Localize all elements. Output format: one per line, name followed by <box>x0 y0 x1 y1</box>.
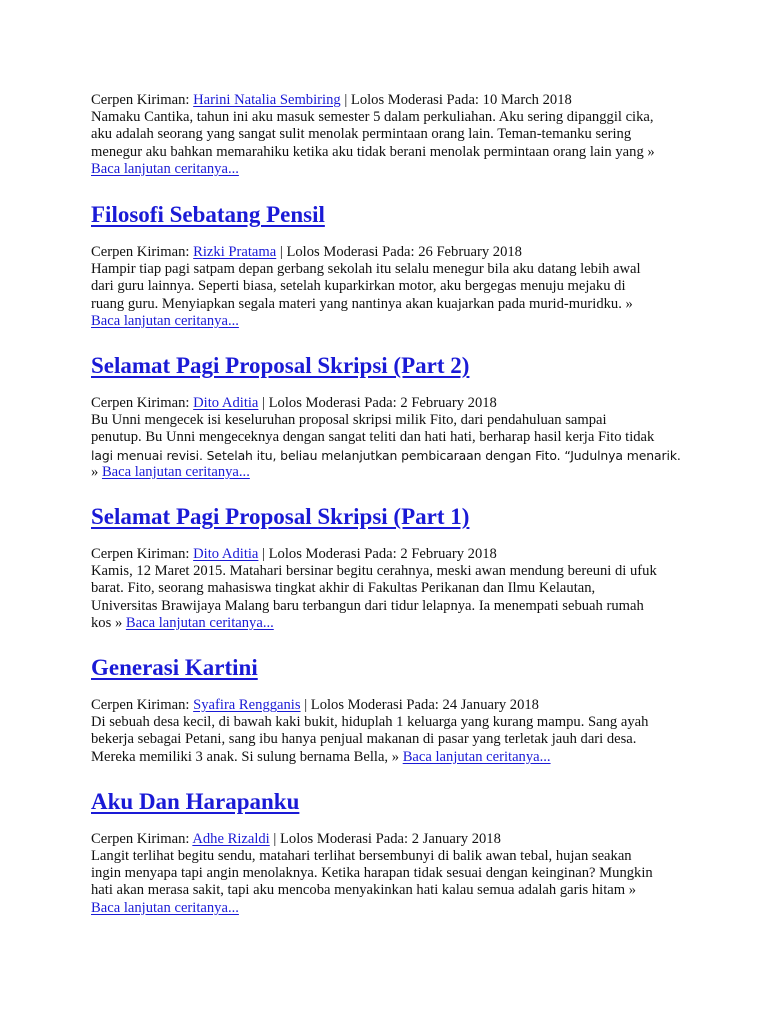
story-meta <box>91 831 691 848</box>
story-entry <box>91 351 691 481</box>
meta-prefix: Cerpen Kiriman: <box>91 395 190 412</box>
read-more-line <box>91 464 691 481</box>
arrow-glyph: » <box>628 882 637 899</box>
story-meta <box>91 92 691 109</box>
excerpt-line: aku adalah seorang yang sangat sulit menolak permintaan orang lain. Teman-temanku sering <box>91 126 632 143</box>
excerpt-line: Di sebuah desa kecil, di bawah kaki bukit, hiduplah 1 keluarga yang kurang mampu. Sang ayah <box>91 714 649 731</box>
meta-prefix: Cerpen Kiriman: <box>91 92 190 108</box>
excerpt-line: lagi menuai revisi. Setelah itu, beliau melanjutkan pembicaraan dengan Fito. “Judulnya menarik. <box>91 447 681 463</box>
story-entry <box>91 92 691 178</box>
story-entry <box>91 502 691 632</box>
author-link[interactable]: Dito Aditia <box>193 546 259 563</box>
excerpt-line: Hampir tiap pagi satpam depan gerbang sekolah itu selalu menegur bila aku datang lebih awal <box>91 261 641 278</box>
story-meta <box>91 395 691 412</box>
excerpt-line: barat. Fito, seorang mahasiswa tingkat akhir di Fakultas Perikanan dan Ilmu Kelautan, <box>91 580 596 597</box>
meta-separator: | Lolos Moderasi Pada: <box>344 92 479 108</box>
author-link[interactable]: Adhe Rizaldi <box>192 830 270 847</box>
read-more-link[interactable]: Baca lanjutan ceritanya... <box>91 899 239 916</box>
read-more-link[interactable]: Baca lanjutan ceritanya... <box>91 160 239 177</box>
author-link[interactable]: Dito Aditia <box>193 395 259 412</box>
read-more-line <box>91 313 691 330</box>
read-more-link[interactable]: Baca lanjutan ceritanya... <box>402 748 551 765</box>
story-date: 2 January 2018 <box>411 830 501 847</box>
story-entry <box>91 200 691 330</box>
meta-separator: | Lolos Moderasi Pada: <box>279 244 415 261</box>
meta-prefix: Cerpen Kiriman: <box>91 697 190 714</box>
story-meta <box>91 546 691 563</box>
meta-prefix: Cerpen Kiriman: <box>91 244 190 261</box>
excerpt-line: hati akan merasa sakit, tapi aku mencoba menyakinkan hati kalau semua adalah garis hitam » <box>91 882 637 899</box>
excerpt-line: Namaku Cantika, tahun ini aku masuk semester 5 dalam perkuliahan. Aku sering dipanggil cika, <box>91 109 654 126</box>
author-link[interactable]: Syafira Rengganis <box>193 697 301 714</box>
meta-separator: | Lolos Moderasi Pada: <box>262 546 397 563</box>
story-list <box>91 92 691 917</box>
read-more-link[interactable]: Baca lanjutan ceritanya... <box>125 614 274 631</box>
story-entry <box>91 653 691 766</box>
arrow-glyph: » <box>91 463 99 480</box>
read-more-link[interactable]: Baca lanjutan ceritanya... <box>101 463 250 480</box>
arrow-glyph: » <box>625 295 633 312</box>
story-date: 2 February 2018 <box>400 395 497 412</box>
read-more-line <box>91 900 691 917</box>
story-entry <box>91 787 691 917</box>
excerpt-line: Mereka memiliki 3 anak. Si sulung bernama Bella, » Baca lanjutan ceritanya... <box>91 748 551 765</box>
excerpt-line: Bu Unni mengecek isi keseluruhan proposal skripsi milik Fito, dari pendahuluan sampai <box>91 412 607 429</box>
read-more-link[interactable]: Baca lanjutan ceritanya... <box>91 312 239 329</box>
story-date: 26 February 2018 <box>418 244 522 261</box>
meta-prefix: Cerpen Kiriman: <box>91 830 190 847</box>
arrow-glyph: » <box>647 143 655 160</box>
excerpt-line: bekerja sebagai Petani, sang ibu hanya penjual makanan di pasar yang terletak jauh dari desa. <box>91 731 637 748</box>
story-date: 10 March 2018 <box>482 92 572 108</box>
excerpt-line: Kamis, 12 Maret 2015. Matahari bersinar begitu cerahnya, meski awan mendung bereuni di ufuk <box>91 563 657 580</box>
read-more-line <box>91 161 691 178</box>
meta-separator: | Lolos Moderasi Pada: <box>304 697 439 714</box>
story-excerpt <box>91 109 691 178</box>
meta-separator: | Lolos Moderasi Pada: <box>262 395 397 412</box>
story-title-link[interactable]: Selamat Pagi Proposal Skripsi (Part 2) <box>91 353 470 379</box>
meta-separator: | Lolos Moderasi Pada: <box>273 830 409 847</box>
story-excerpt <box>91 412 691 481</box>
story-title-link[interactable]: Filosofi Sebatang Pensil <box>91 202 325 228</box>
arrow-glyph: » <box>391 748 400 765</box>
story-excerpt <box>91 714 691 766</box>
excerpt-line: dari guru lainnya. Seperti biasa, setelah kuparkirkan motor, aku bergegas menuju mejaku di <box>91 278 626 295</box>
story-meta <box>91 697 691 714</box>
story-meta <box>91 244 691 261</box>
story-title-link[interactable]: Aku Dan Harapanku <box>91 788 300 814</box>
excerpt-line: menegur aku bahkan memarahiku ketika aku tidak berani menolak permintaan orang lain yang » <box>91 143 655 160</box>
story-excerpt <box>91 563 691 632</box>
excerpt-line: ingin menyapa tapi angin menolaknya. Ketika harapan tidak sesuai dengan keinginan? Mungkin <box>91 865 653 882</box>
story-title-link[interactable]: Selamat Pagi Proposal Skripsi (Part 1) <box>91 504 470 530</box>
excerpt-line: penutup. Bu Unni mengeceknya dengan sangat teliti dan hati hati, berharap hasil kerja Fito tidak <box>91 429 655 446</box>
meta-prefix: Cerpen Kiriman: <box>91 546 190 563</box>
author-link[interactable]: Harini Natalia Sembiring <box>193 92 341 108</box>
story-date: 24 January 2018 <box>442 697 539 714</box>
story-excerpt <box>91 848 691 917</box>
excerpt-line: Universitas Brawijaya Malang baru terbangun dari tidur lelapnya. Ia menempati sebuah rumah <box>91 597 644 614</box>
excerpt-line: ruang guru. Menyiapkan segala materi yang nantinya akan kuajarkan pada murid-muridku. » <box>91 295 633 312</box>
excerpt-line: kos » Baca lanjutan ceritanya... <box>91 614 274 631</box>
story-title-link[interactable]: Generasi Kartini <box>91 655 258 681</box>
excerpt-line: Langit terlihat begitu sendu, matahari terlihat bersembunyi di balik awan tebal, hujan seakan <box>91 848 632 865</box>
story-excerpt <box>91 261 691 330</box>
story-date: 2 February 2018 <box>400 546 497 563</box>
arrow-glyph: » <box>114 614 123 631</box>
author-link[interactable]: Rizki Pratama <box>193 244 277 261</box>
